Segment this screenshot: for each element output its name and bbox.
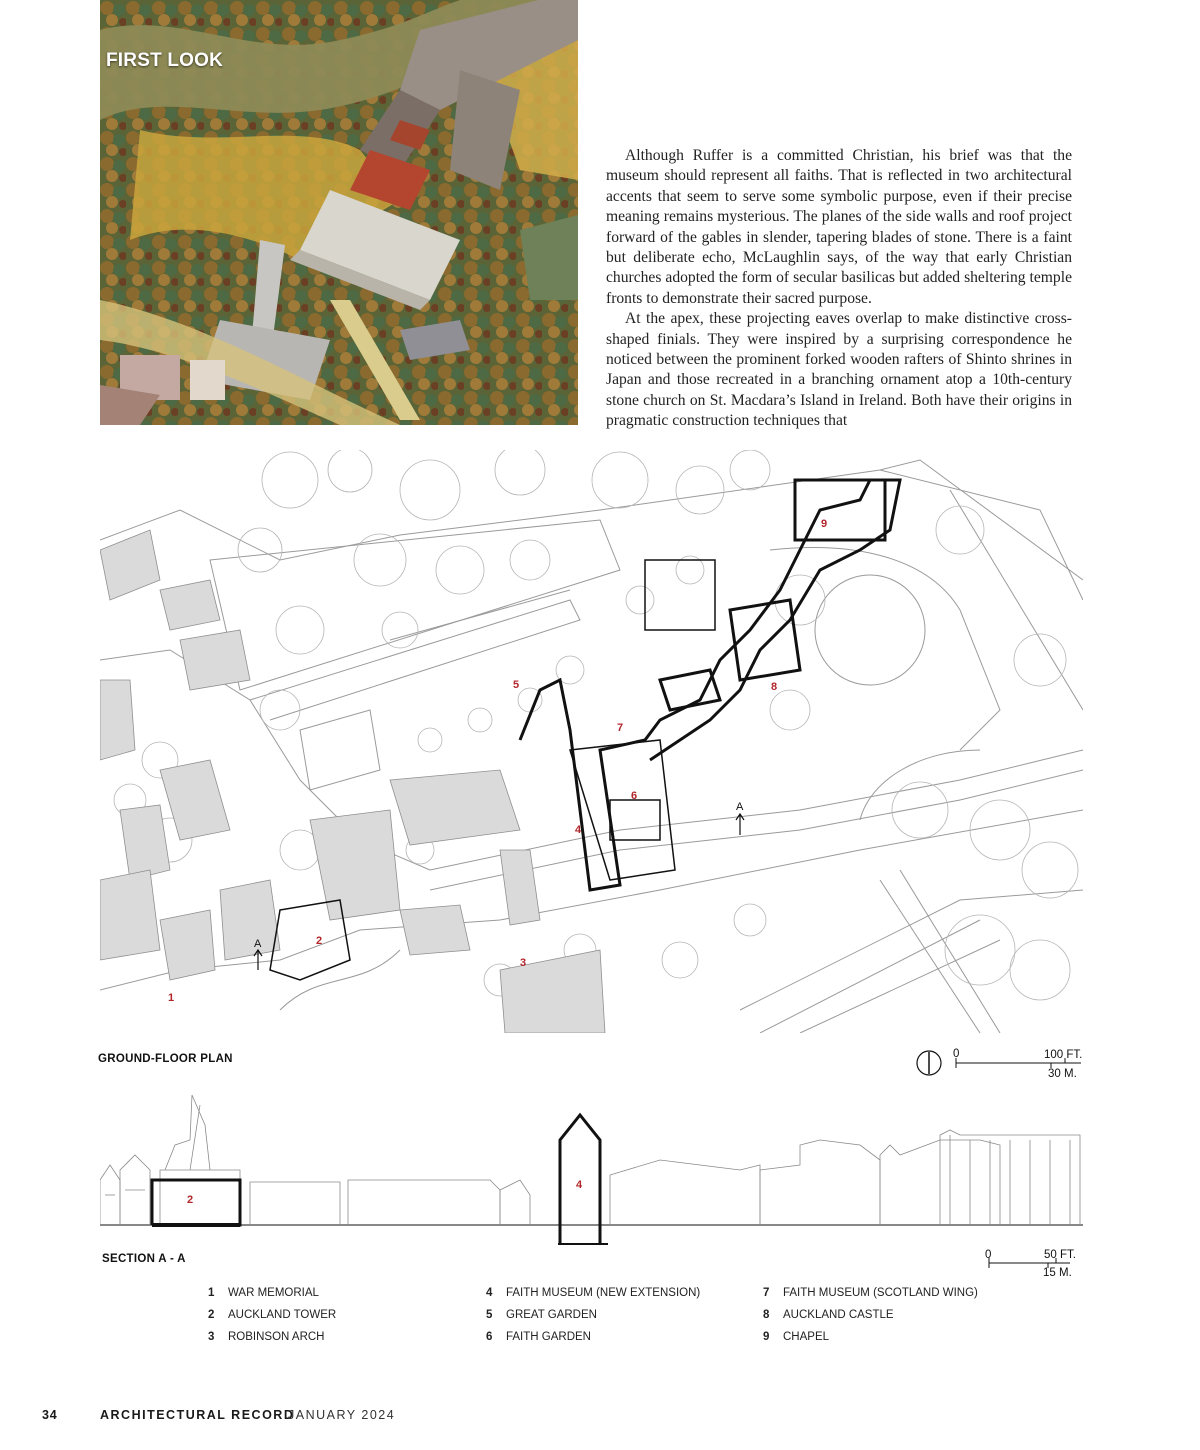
legend-item: 1 WAR MEMORIAL (208, 1287, 319, 1299)
legend-item: 7 FAITH MUSEUM (SCOTLAND WING) (763, 1287, 978, 1299)
legend-item: 2 AUCKLAND TOWER (208, 1309, 337, 1321)
section-caption: SECTION A - A (102, 1253, 186, 1265)
paragraph: Although Ruffer is a committed Christian, his brief was that the museum should represent all faiths. That is reflected in two architectural accents that seem to serve some symbolic purpose, even if their precise meaning remains mysterious. The planes of the side walls and roof project forward of the gables in slender, tapering blades of stone. There is a faint but deliberate echo, McLaughlin says, of the way that early Christian churches adopted the form of secular basilicas but added sheltering temple fronts to demonstrate their sacred purpose. (606, 147, 1072, 307)
section-scale-zero: 0 (985, 1249, 992, 1261)
plan-label-7: 7 (617, 722, 624, 734)
section-label-2: 2 (187, 1194, 194, 1206)
plan-caption: GROUND-FLOOR PLAN (98, 1053, 233, 1065)
plan-scale-meters: 30 M. (1048, 1068, 1077, 1080)
legend-column-2 (486, 1282, 700, 1348)
section-scale-feet: 50 FT. (1044, 1249, 1076, 1261)
paragraph: At the apex, these projecting eaves overlap to make distinctive cross-shaped finials. They were inspired by a surprising correspondence he noticed between the prominent forked wooden rafters of Shinto shrines in Japan and those recreated in a branching ornament atop a 10th-century stone church on St. Macdara’s Island in Ireland. Both have their origins in pragmatic construction techniques that (606, 310, 1072, 430)
plan-label-6: 6 (631, 790, 638, 802)
magazine-name: ARCHITECTURAL RECORD (100, 1408, 295, 1422)
plan-label-8: 8 (771, 681, 778, 693)
legend-item: 6 FAITH GARDEN (486, 1331, 591, 1343)
page-number: 34 (42, 1408, 58, 1422)
body-copy (606, 146, 1072, 432)
legend-item: 3 ROBINSON ARCH (208, 1331, 325, 1343)
ground-floor-plan (100, 450, 1083, 1033)
section-label-4: 4 (576, 1179, 583, 1191)
section-marker-right: A (736, 801, 744, 813)
aerial-illustration (100, 0, 578, 425)
section-marker-left: A (254, 938, 262, 950)
legend-item: 8 AUCKLAND CASTLE (763, 1309, 894, 1321)
legend-item: 9 CHAPEL (763, 1331, 830, 1343)
plan-scale-feet: 100 FT. (1044, 1049, 1083, 1061)
issue-date: JANUARY 2024 (288, 1408, 396, 1422)
section-scale-meters: 15 M. (1043, 1267, 1072, 1279)
legend-column-1 (208, 1282, 336, 1348)
plan-label-1: 1 (168, 992, 175, 1004)
kicker-label: FIRST LOOK (106, 50, 224, 71)
plan-scale-zero: 0 (953, 1048, 960, 1060)
plan-label-2: 2 (316, 935, 323, 947)
plan-label-5: 5 (513, 679, 520, 691)
legend-column-3 (763, 1282, 978, 1348)
north-arrow-icon (916, 1050, 946, 1080)
plan-label-4: 4 (575, 824, 582, 836)
plan-label-3: 3 (520, 957, 527, 969)
legend-item: 4 FAITH MUSEUM (NEW EXTENSION) (486, 1287, 701, 1299)
section-drawing (100, 1085, 1083, 1245)
plan-label-9: 9 (821, 518, 828, 530)
legend-item: 5 GREAT GARDEN (486, 1309, 597, 1321)
